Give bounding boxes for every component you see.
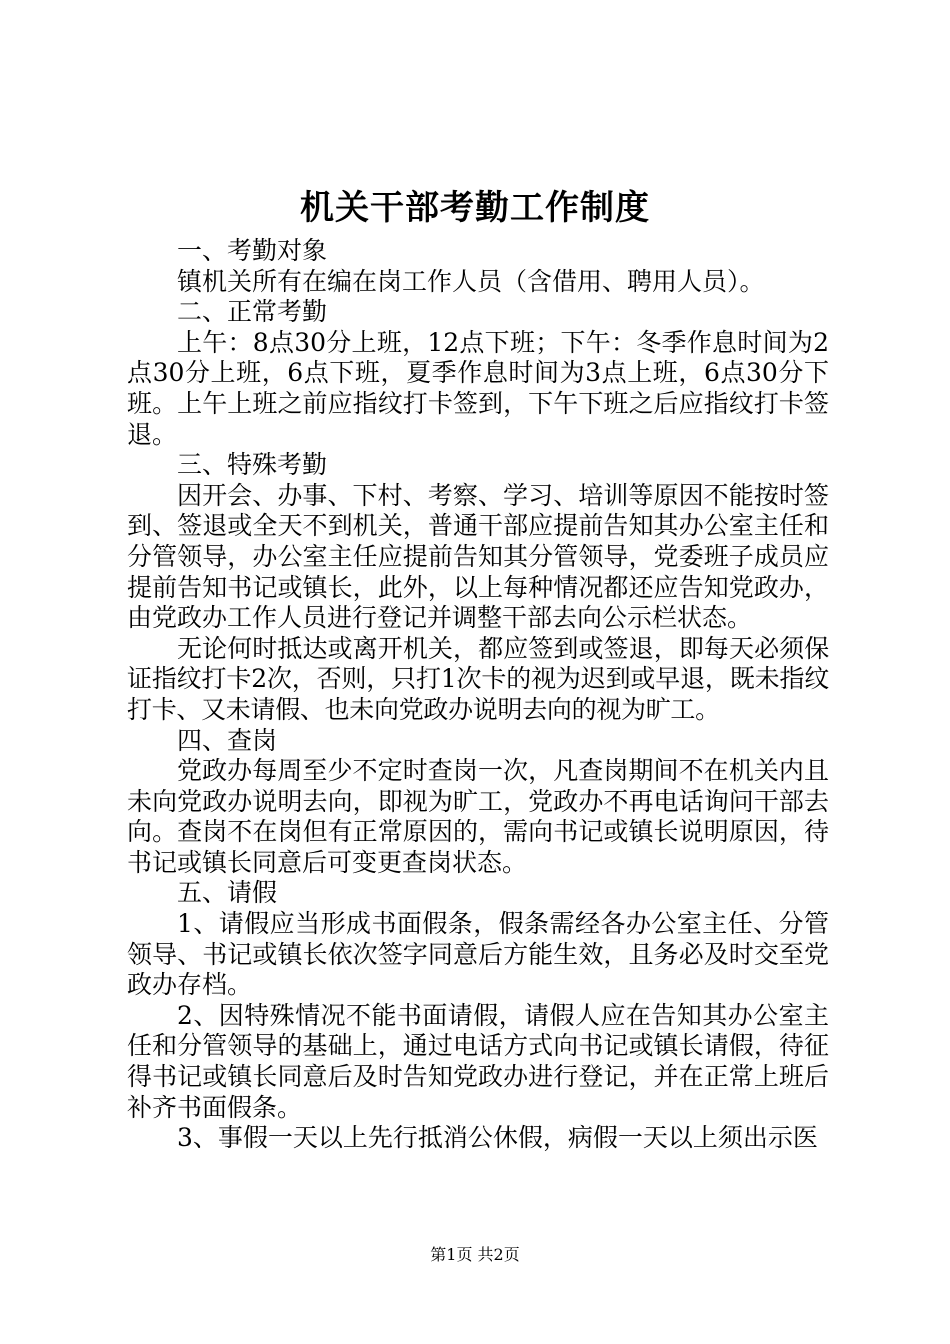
page-number-footer: 第1页 共2页 [430, 1245, 520, 1264]
document-body [127, 236, 829, 1154]
paragraph: 1、请假应当形成书面假条，假条需经各办公室主任、分管领导、书记或镇长依次签字同意后方能生效，且务必及时交至党政办存档。 [127, 909, 829, 1000]
paragraph: 党政办每周至少不定时查岗一次，凡查岗期间不在机关内且未向党政办说明去向，即视为旷工，党政办不再电话询问干部去向。查岗不在岗但有正常原因的，需向书记或镇长说明原因，待书记或镇长同意后可变更查岗状态。 [127, 756, 829, 877]
paragraph: 无论何时抵达或离开机关，都应签到或签退，即每天必须保证指纹打卡2次，否则，只打1次卡的视为迟到或早退，既未指纹打卡、又未请假、也未向党政办说明去向的视为旷工。 [127, 633, 829, 724]
paragraph: 因开会、办事、下村、考察、学习、培训等原因不能按时签到、签退或全天不到机关，普通干部应提前告知其办公室主任和分管领导，办公室主任应提前告知其分管领导，党委班子成员应提前告知书记或镇长，此外，以上每种情况都还应告知党政办，由党政办工作人员进行登记并调整干部去向公示栏状态。 [127, 480, 829, 633]
section-heading: 五、请假 [177, 878, 278, 908]
paragraph: 镇机关所有在编在岗工作人员（含借用、聘用人员）。 [177, 266, 765, 296]
document-title: 机关干部考勤工作制度 [300, 188, 650, 228]
paragraph: 2、因特殊情况不能书面请假，请假人应在告知其办公室主任和分管领导的基础上，通过电话方式向书记或镇长请假，待征得书记或镇长同意后及时告知党政办进行登记，并在正常上班后补齐书面假条。 [127, 1000, 829, 1122]
section-heading: 三、特殊考勤 [177, 450, 328, 480]
paragraph: 上午：8点30分上班，12点下班；下午：冬季作息时间为2点30分上班，6点下班，夏季作息时间为3点上班，6点30分下班。上午上班之前应指纹打卡签到，下午下班之后应指纹打卡签退。 [127, 327, 829, 449]
section-heading: 一、考勤对象 [177, 236, 328, 265]
section-heading: 二、正常考勤 [177, 297, 328, 327]
paragraph: 3、事假一天以上先行抵消公休假，病假一天以上须出示医 [177, 1123, 818, 1153]
section-heading: 四、查岗 [177, 725, 278, 755]
